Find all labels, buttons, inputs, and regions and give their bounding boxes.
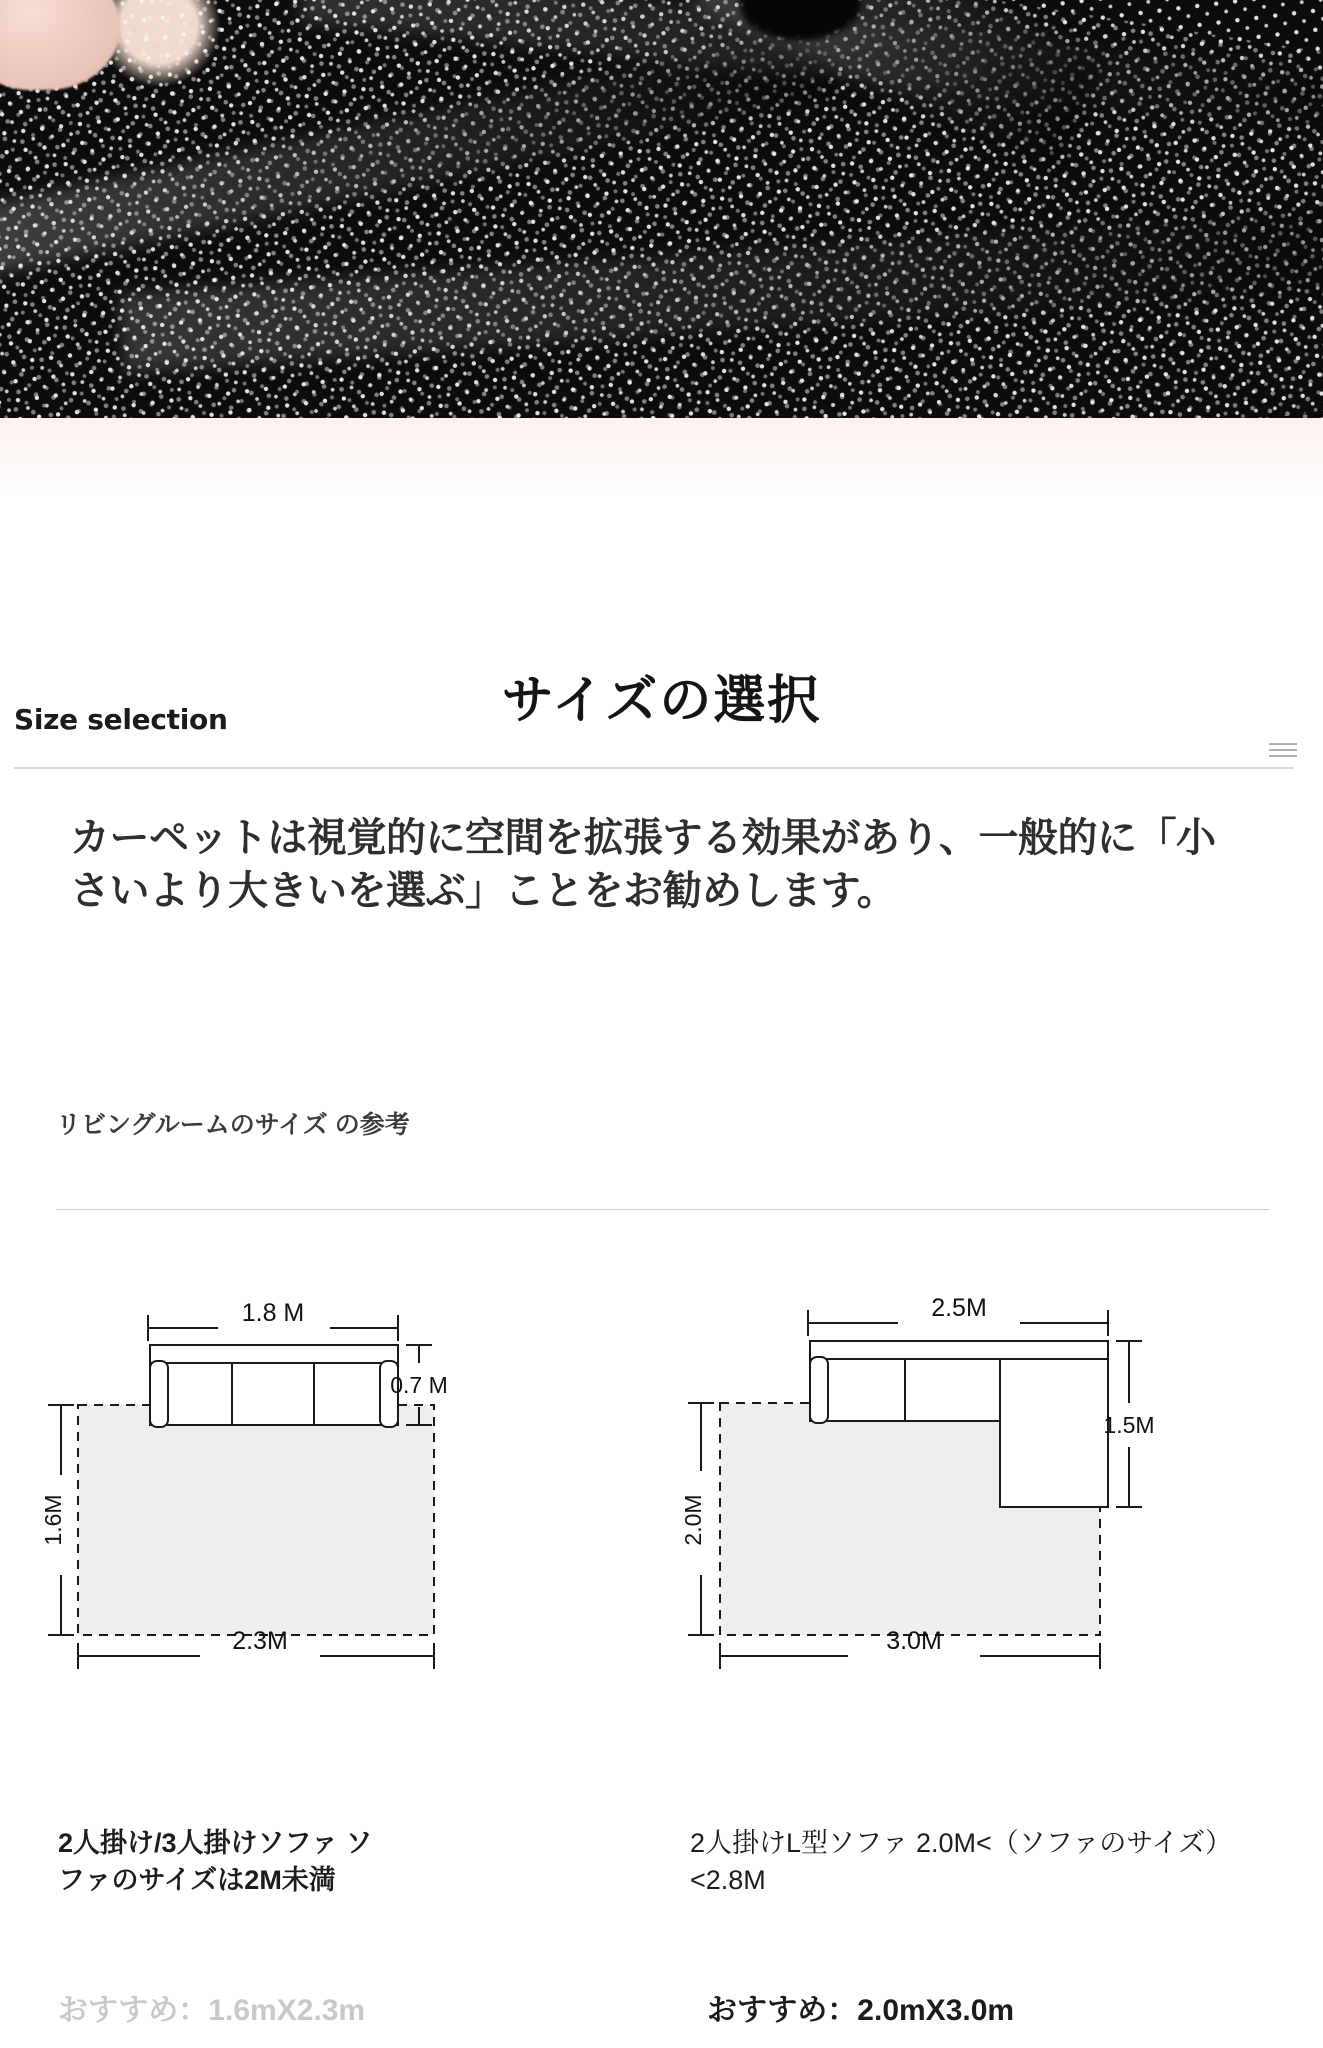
recommended-size: おすすめ：2.0mX3.0m	[707, 1994, 1015, 2027]
rug-width-label: 2.3M	[232, 1627, 288, 1655]
section-eyebrow: Size selection	[14, 703, 228, 736]
diagram-straight-sofa	[40, 1275, 600, 1755]
diagram-group	[0, 1275, 1323, 1775]
hero-photo-background	[0, 0, 1323, 420]
sofa-width-label: 2.5M	[931, 1294, 987, 1322]
hero-gradient-fade	[0, 418, 1323, 498]
diagram-caption: 2人掛けL型ソファ 2.0M<（ソファのサイズ）<2.8M	[690, 1828, 1233, 1896]
diagram-l-shape-sofa	[680, 1275, 1280, 1755]
rug-height-label: 1.6M	[40, 1494, 66, 1546]
header-divider	[14, 767, 1294, 769]
section-header	[0, 630, 1323, 770]
sofa-width-label: 1.8 M	[241, 1299, 305, 1327]
rug-outline	[78, 1405, 434, 1635]
page-title: サイズの選択	[501, 672, 822, 730]
sofa-depth-label: 1.5M	[1103, 1412, 1155, 1438]
recommended-size: おすすめ：1.6mX2.3m	[58, 1994, 366, 2027]
subsection-title: リビングルームのサイズ の参考	[56, 1111, 410, 1139]
lead-paragraph: カーペットは視覚的に空間を拡張する効果があり、一般的に「小さいより大きいを選ぶ」ことをお勧めします。	[70, 816, 1216, 913]
hero-image	[0, 0, 1323, 420]
subsection-divider	[56, 1209, 1269, 1210]
rug-width-label: 3.0M	[886, 1627, 942, 1655]
rug-height-label: 2.0M	[680, 1494, 706, 1546]
hamburger-icon[interactable]	[1269, 743, 1297, 759]
diagram-caption: 2人掛け/3人掛けソファ ソファのサイズは2M未満	[58, 1828, 373, 1896]
sofa-depth-label: 0.7 M	[390, 1372, 448, 1398]
